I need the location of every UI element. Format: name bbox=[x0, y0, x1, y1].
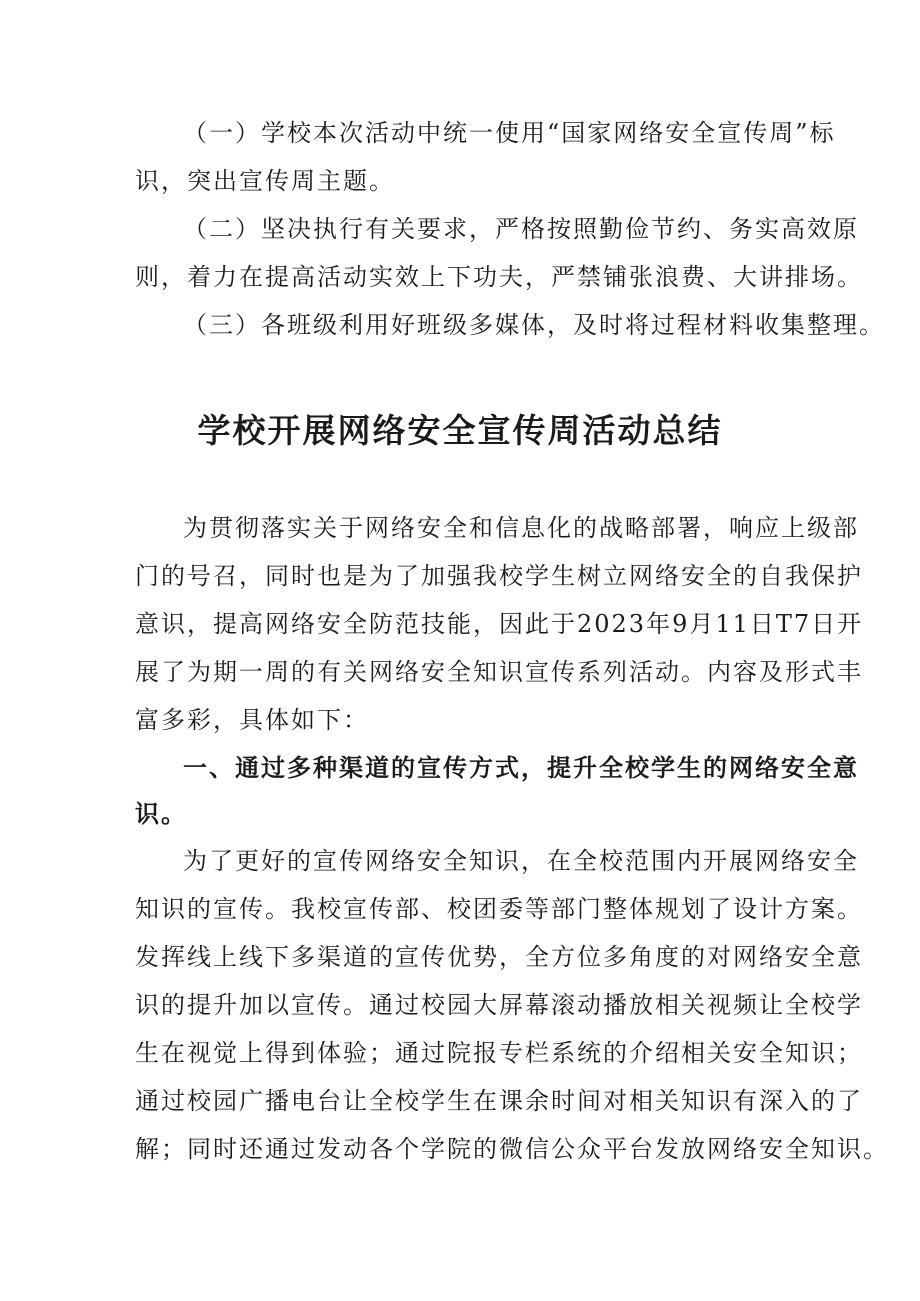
intro-line-1: 为贯彻落实关于网络安全和信息化的战略部署，响应上级部 bbox=[183, 514, 859, 542]
note-2-line-2: 则，着力在提高活动实效上下功夫，严禁铺张浪费、大讲排场。 bbox=[135, 263, 863, 291]
section-1-body-line-3: 发挥线上线下多渠道的宣传优势，全方位多角度的对网络安全意 bbox=[135, 943, 863, 971]
section-1-body-line-4: 识的提升加以宣传。通过校园大屏幕滚动播放相关视频让全校学 bbox=[135, 991, 863, 1019]
section-1-body-line-6: 通过校园广播电台让全校学生在课余时间对相关知识有深入的了 bbox=[135, 1087, 863, 1115]
note-2-line-1: （二）坚决执行有关要求，严格按照勤俭节约、务实高效原 bbox=[183, 215, 859, 243]
document-title: 学校开展网络安全宣传周活动总结 bbox=[197, 411, 723, 450]
intro-line-2: 门的号召，同时也是为了加强我校学生树立网络安全的自我保护 bbox=[135, 562, 863, 590]
section-1-body-line-7: 解；同时还通过发动各个学院的微信公众平台发放网络安全知识。 bbox=[135, 1135, 889, 1163]
note-1-line-2: 识，突出宣传周主题。 bbox=[135, 167, 395, 195]
section-1-body-line-2: 知识的宣传。我校宣传部、校团委等部门整体规划了设计方案。 bbox=[135, 895, 863, 923]
note-1-line-1: （一）学校本次活动中统一使用“国家网络安全宣传周”标 bbox=[183, 119, 836, 147]
note-3-line-1: （三）各班级利用好班级多媒体，及时将过程材料收集整理。 bbox=[183, 311, 885, 339]
section-1-body-line-1: 为了更好的宣传网络安全知识，在全校范围内开展网络安全 bbox=[183, 847, 859, 875]
section-1-heading-line-1: 一、通过多种渠道的宣传方式，提升全校学生的网络安全意 bbox=[183, 754, 859, 782]
intro-line-4: 展了为期一周的有关网络安全知识宣传系列活动。内容及形式丰 bbox=[135, 658, 863, 686]
section-1-body-line-5: 生在视觉上得到体验；通过院报专栏系统的介绍相关安全知识； bbox=[135, 1039, 863, 1067]
intro-line-5: 富多彩，具体如下： bbox=[135, 706, 369, 734]
section-1-heading-line-2: 识。 bbox=[135, 800, 187, 828]
intro-line-3: 意识，提高网络安全防范技能，因此于2023年9月11日T7日开 bbox=[135, 610, 864, 638]
